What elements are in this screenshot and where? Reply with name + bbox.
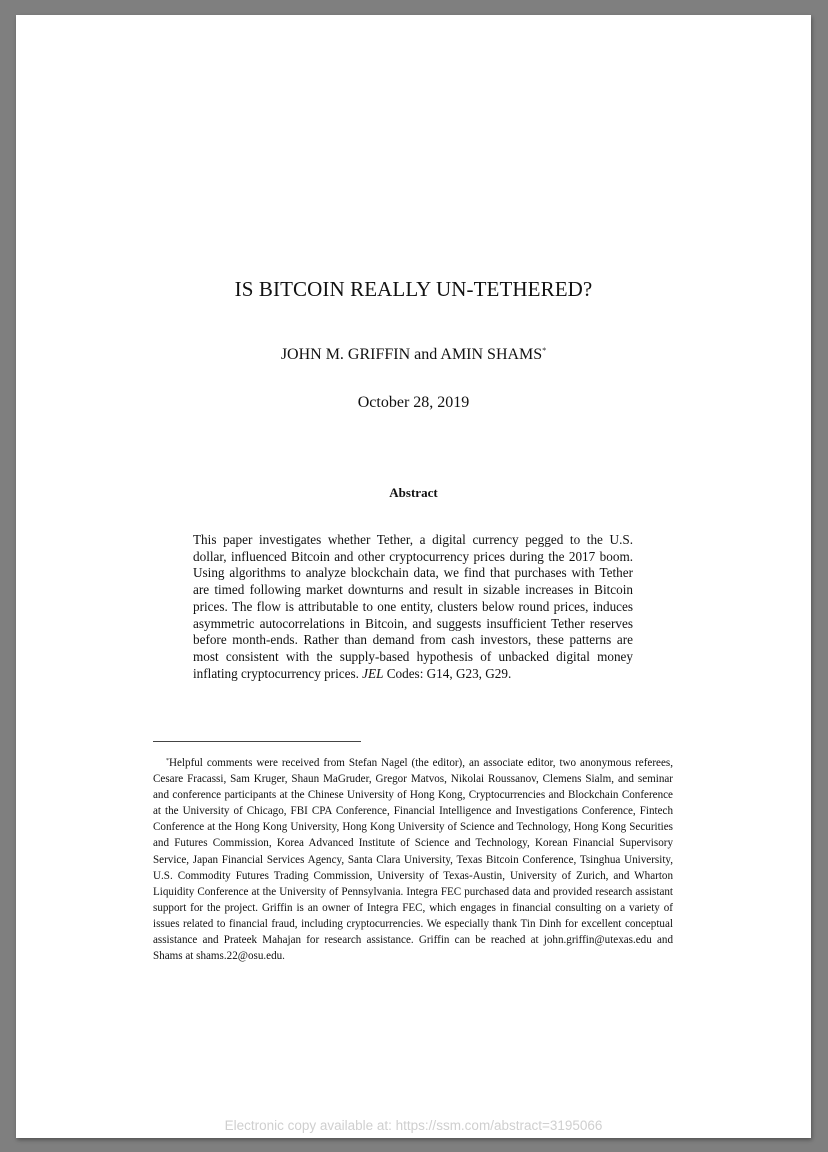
paper-title: IS BITCOIN REALLY UN-TETHERED? — [234, 277, 593, 301]
jel-codes: Codes: G14, G23, G29. — [386, 665, 512, 681]
abstract-text: This paper investigates whether Tether, a digital currency pegged to the U.S. dollar, influenced Bitcoin and other cryptocurrency prices during the 2017 boom. Using algorithms to analyze blockchain data, we find that purchases with Tether are timed following market downturns and result in sizable increases in Bitcoin prices. The flow is attributable to one entity, clusters below round prices, induces asymmetric autocorrelations in Bitcoin, and suggests insufficient Tether reserves before month-ends. Rather than demand from cash investors, these patterns are most consistent with the supply-based hypothesis of unbacked digital money inflating cryptocurrency prices. — [193, 532, 633, 681]
footnote-mark: * — [166, 758, 169, 764]
jel-label: JEL — [362, 665, 384, 681]
paper-date: October 28, 2019 — [357, 394, 470, 411]
abstract-body — [193, 532, 633, 682]
footnote-text: Helpful comments were received from Stefan Nagel (the editor), an associate editor, two anonymous referees, Cesare Fracassi, Sam Kruger, Shaun MaGruder, Gregor Matvos, Nikolai Roussanov, Clemens Sialm, and seminar and conference participants at the Chinese University of Hong Kong, Cryptocurrencies and Blockchain Conference at the University of Chicago, FBI CPA Conference, Financial Intelligence and Investigations Conference, Fintech Conference at the Hong Kong University, Hong Kong University of Science and Technology, Hong Kong Securities and Futures Commission, Korea Advanced Institute of Science and Technology, Korean Financial Supervisory Service, Japan Financial Services Agency, Santa Clara University, Texas Bitcoin Conference, Tsinghua University, U.S. Commodity Futures Trading Commission, University of Texas-Austin, University of Zurich, and Wharton Liquidity Conference at the University of Pennsylvania. Integra FEC purchased data and provided research assistant support for the project. Griffin is an owner of Integra FEC, which engages in financial consulting on a variety of issues related to financial fraud, including cryptocurrencies. We especially thank Tin Dinh for excellent conceptual assistance and Prateek Mahajan for research assistance. Griffin can be reached at john.griffin@utexas.edu and Shams at shams.22@osu.edu. — [153, 757, 673, 963]
paper-authors — [16, 346, 811, 364]
author-footnote-mark: * — [542, 346, 547, 355]
footnote-rule — [153, 741, 361, 742]
document-page — [16, 15, 811, 1138]
acknowledgement-footnote — [153, 753, 673, 964]
abstract-heading: Abstract — [389, 485, 438, 500]
ssrn-watermark: Electronic copy available at: https://ssm.com/abstract=3195066 — [224, 1118, 603, 1133]
author-names: JOHN M. GRIFFIN and AMIN SHAMS — [280, 346, 543, 363]
